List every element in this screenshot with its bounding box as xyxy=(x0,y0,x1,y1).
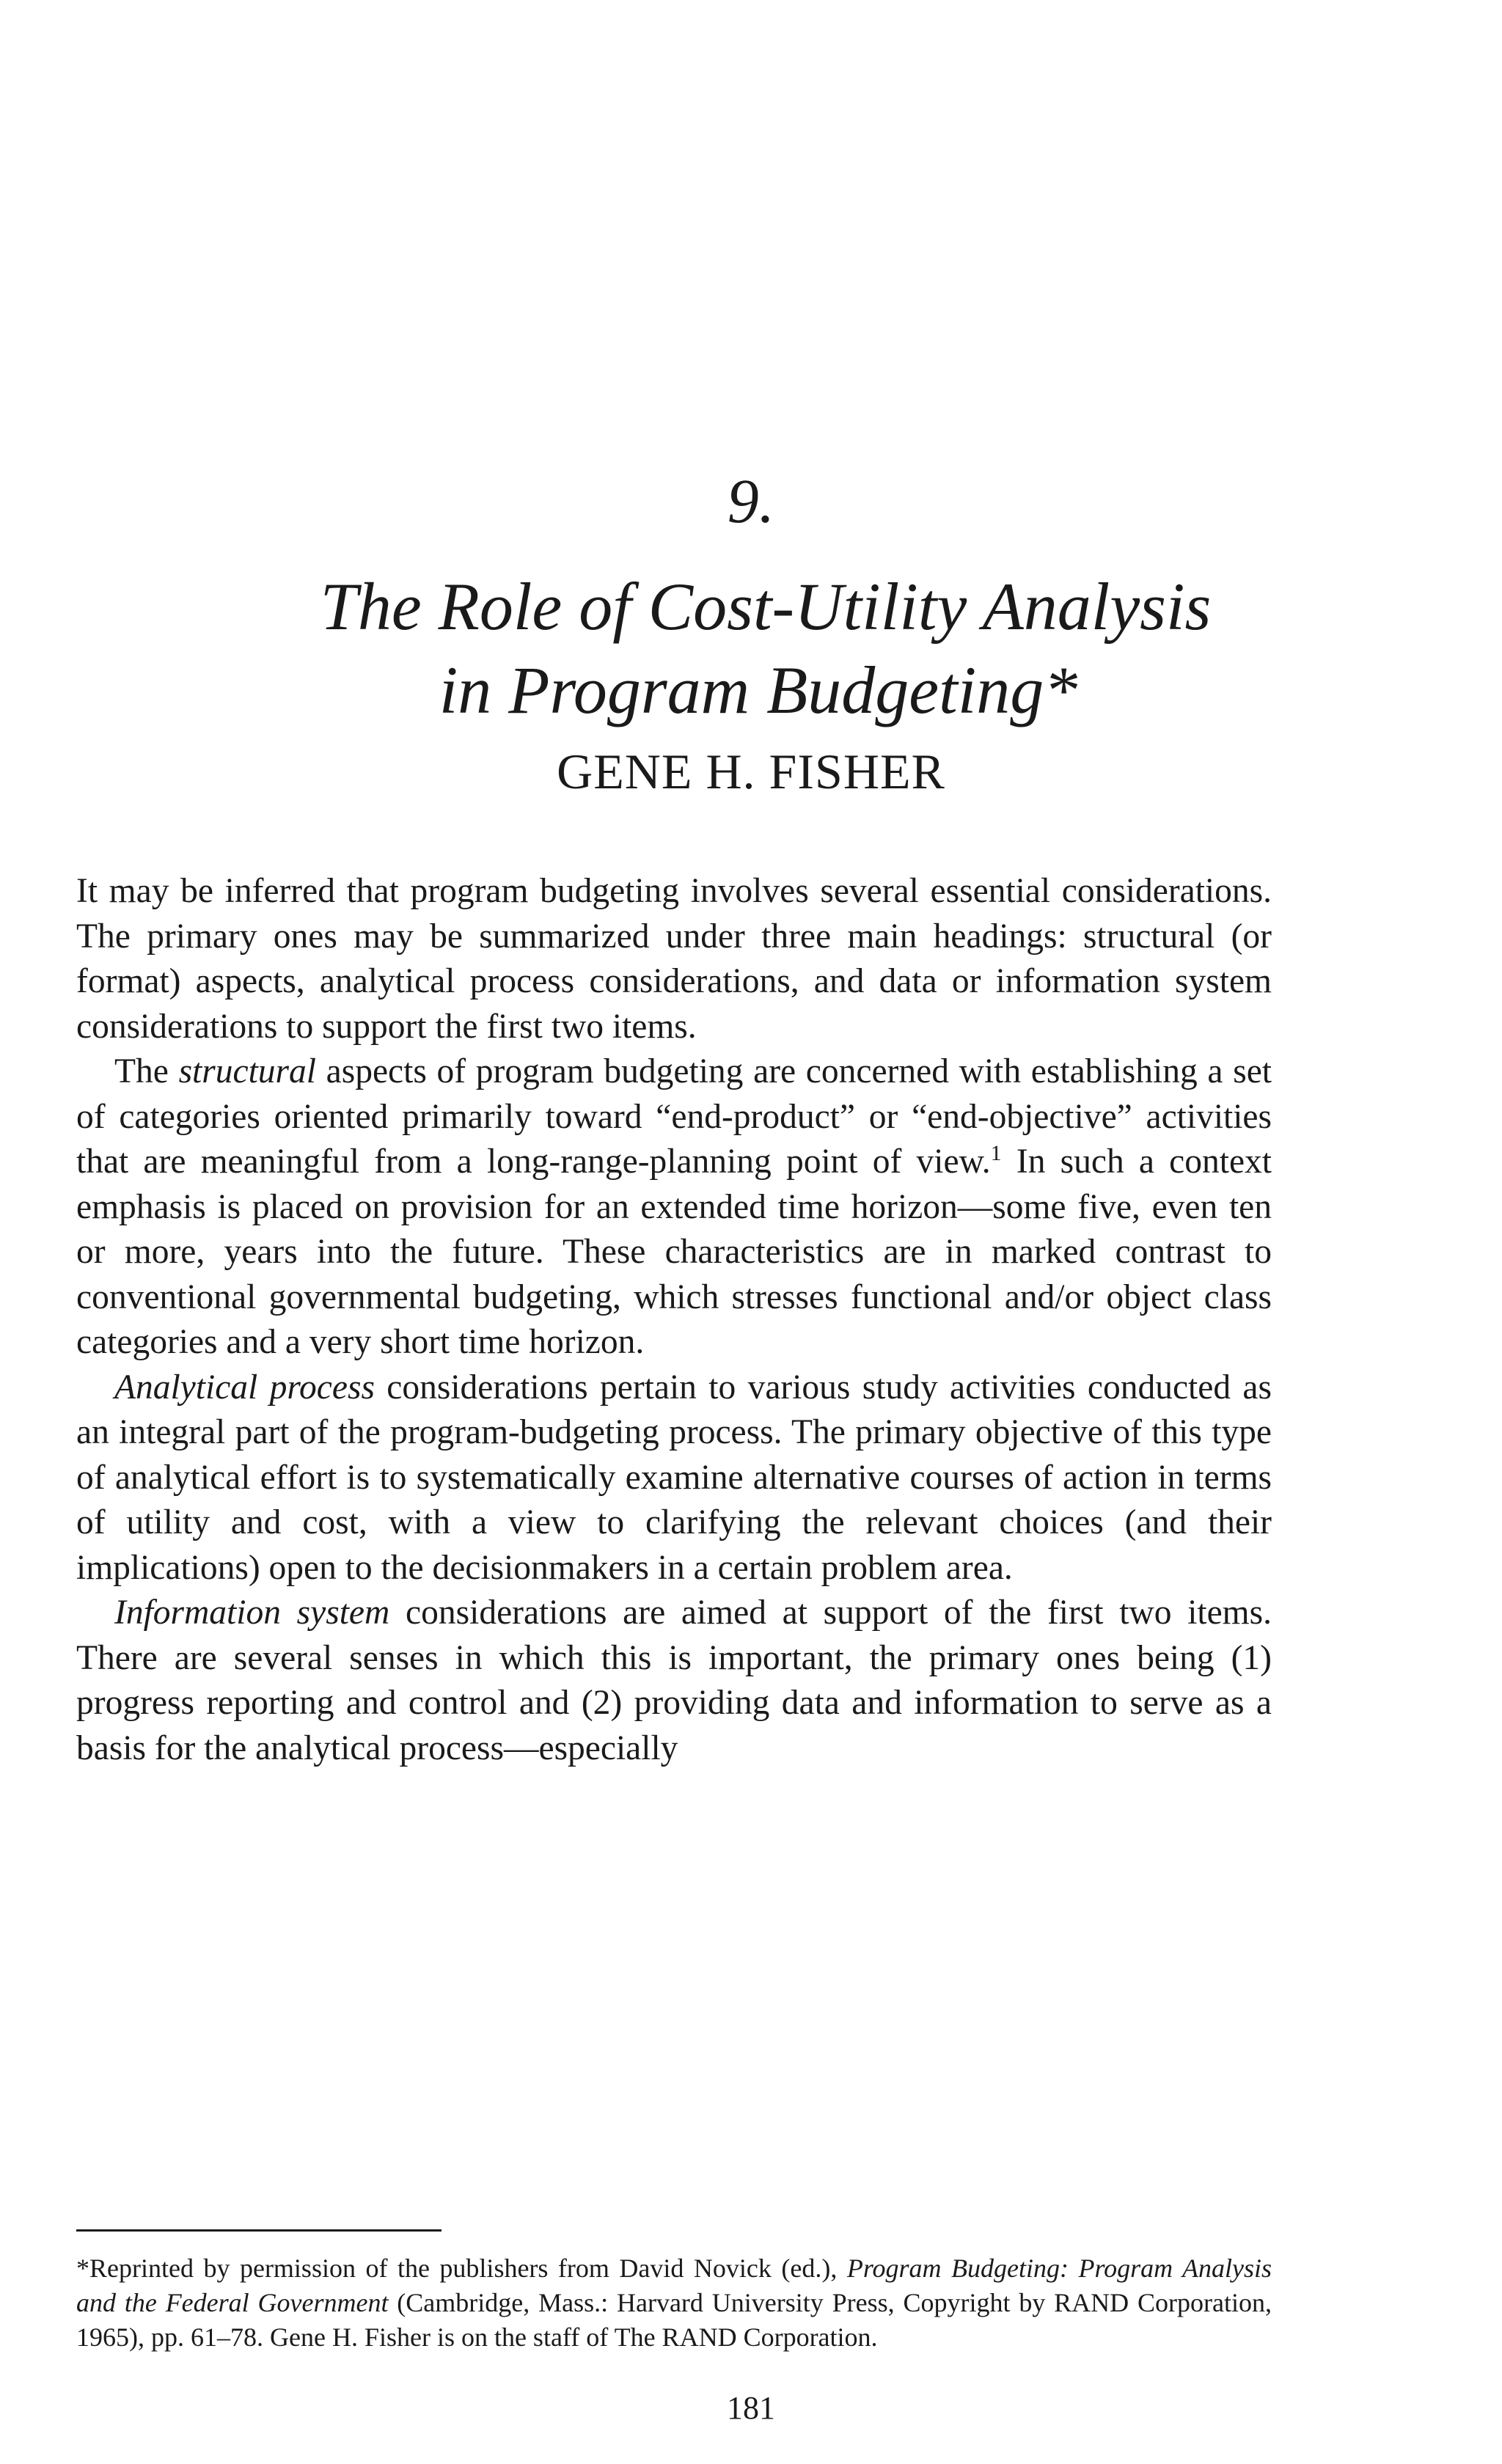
chapter-title-line-1: The Role of Cost-Utility Analysis xyxy=(320,569,1212,644)
footnote-marker: 1 xyxy=(990,1141,1002,1166)
paragraph-4-emphasis: Information system xyxy=(114,1594,390,1632)
paragraph-2-emphasis: structural xyxy=(178,1052,316,1090)
paragraph-1: It may be inferred that program budgeting involves several essential considerations. The primary ones may be summarized under three main headings: structural (or format) aspects, analytical process considerations, and data or information system considerations to support the first two items. xyxy=(76,872,1272,1046)
footnote-book-title: Program Budgeting: Program Analysis and the Federal Government xyxy=(76,2254,1272,2317)
paragraph-4-text: considerations are aimed at support of the first two items. There are several senses in which this is important, the primary ones being (1) progress reporting and control and (2) providing data and information to serve as a basis for the analytical process—especially xyxy=(76,1594,1272,1767)
paragraph-3-text: considerations pertain to various study activities conducted as an integral part of the program-budgeting process. The primary objective of this type of analytical effort is to systematically examine alternative courses of action in terms of utility and cost, with a view to clarifying the relevant choices (and their implications) open to the decisionmakers in a certain problem area. xyxy=(76,1368,1272,1587)
paragraph-2-text: aspects of program budgeting are concerned with establishing a set of categories oriented primarily toward “end-product” or “end-objective” activities that are meaningful from a long-range-planning point of view. xyxy=(76,1052,1272,1181)
paragraph-2-continuation: In such a context emphasis is placed on provision for an extended time horizon—some five, even ten or more, years into the future. These characteristics are in marked contrast to conventional governmental budgeting, which stresses functional and/or object class categories and a very short time horizon. xyxy=(76,1143,1272,1361)
chapter-title xyxy=(0,565,1502,732)
footnote xyxy=(76,2251,1272,2355)
paragraph-2 xyxy=(76,1049,1272,1365)
body-text xyxy=(76,869,1272,1771)
paragraph-4 xyxy=(76,1591,1272,1771)
chapter-number: 9. xyxy=(727,466,775,536)
footnote-text: (Cambridge, Mass.: Harvard University Press, Copyright by RAND Corporation, 1965), pp. 61–78. Gene H. Fisher is on the staff of The RAND Corporation. xyxy=(76,2288,1272,2352)
paragraph-3 xyxy=(76,1365,1272,1591)
page-number: 181 xyxy=(727,2390,775,2426)
footnote-lead: *Reprinted by permission of the publishers from David Novick (ed.), xyxy=(76,2254,847,2283)
chapter-title-line-2: in Program Budgeting* xyxy=(439,653,1078,727)
paragraph-2-lead: The xyxy=(114,1052,179,1090)
footnote-divider xyxy=(76,2229,442,2232)
paragraph-3-emphasis: Analytical process xyxy=(114,1368,375,1407)
author-name: GENE H. FISHER xyxy=(557,744,945,799)
